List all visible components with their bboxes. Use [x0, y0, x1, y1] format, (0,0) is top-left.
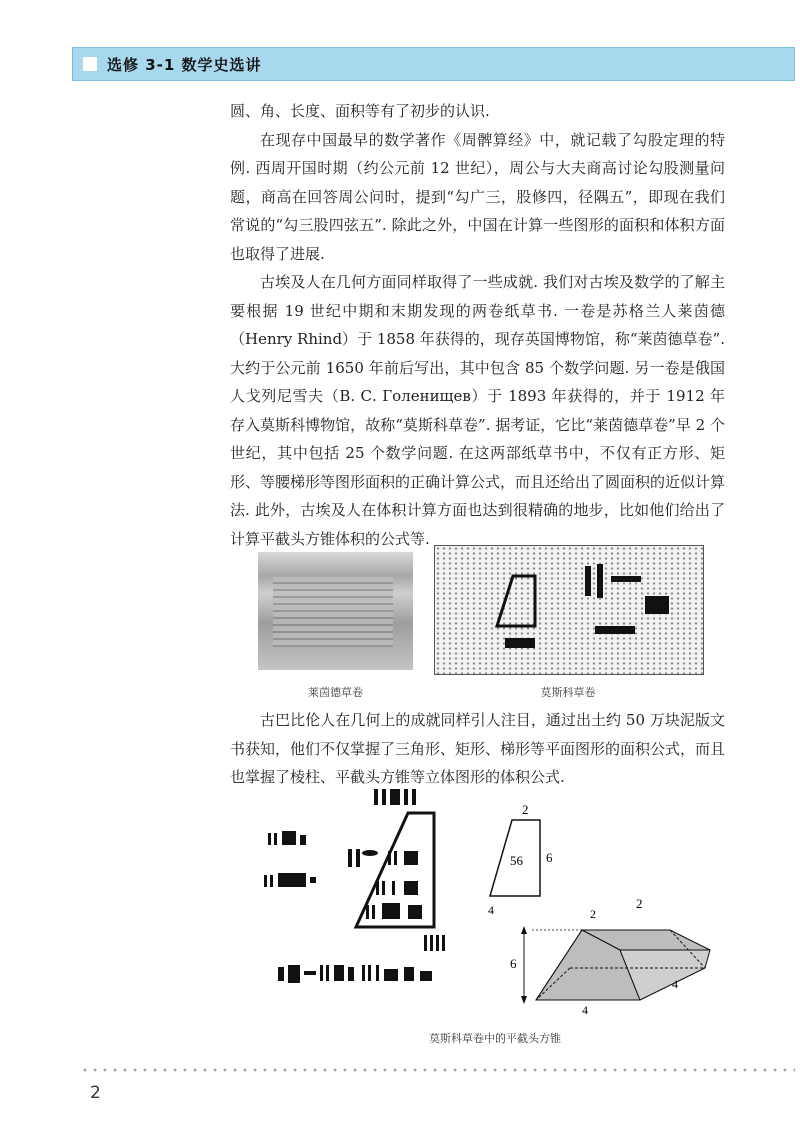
- caption-frustum: 莫斯科草卷中的平截头方锥: [429, 1032, 561, 1045]
- paragraph-0: 圆、角、长度、面积等有了初步的认识.: [230, 102, 490, 120]
- trap-bottom-label: 4: [488, 903, 494, 917]
- page-number: 2: [90, 1083, 101, 1103]
- trap-area-label: 56: [510, 853, 523, 868]
- frustum-diagram: [490, 790, 725, 1020]
- trap-top-label: 2: [522, 802, 529, 817]
- paragraph-2: 古埃及人在几何方面同样取得了一些成就. 我们对古埃及数学的了解主要根据 19 世纪中期和末期发现的两卷纸草书. 一卷是苏格兰人莱茵德（Henry Rhind）于 1858 年获得的，现存英国博物馆，称“莱茵德草卷”. 大约于公元前 1650 年前后写出，其中包含 85 个数学问题. 另一卷是俄国人戈列尼雪夫（В. С. Голенищев）于 1893 年获得的，并于 1912 年存入莫斯科博物馆，故称“莫斯科草卷”. 据考证，它比“莱茵德草卷”早 2 个世纪，其中包括 25 个数学问题. 在这两部纸草书中，不仅有正方形、矩形、等腰梯形等图形面积的正确计算公式，而且还给出了圆面积的近似计算法. 此外，古埃及人在体积计算方面也达到很精确的地步，比如他们给出了计算平截头方锥体积的公式等.: [230, 273, 726, 548]
- hieroglyphic-problem-image: [258, 785, 458, 1000]
- header-title: 选修 3-1 数学史选讲: [107, 56, 262, 74]
- trap-side-label: 6: [546, 850, 553, 865]
- rhind-papyrus-image: [258, 552, 413, 670]
- header-square-icon: [83, 57, 97, 71]
- caption-moscow: 莫斯科草卷: [540, 686, 596, 699]
- footer-dotted-rule: [80, 1068, 795, 1072]
- frustum-top-label-1: 2: [590, 907, 596, 921]
- moscow-papyrus-image: [434, 545, 704, 675]
- frustum-base-label-2: 4: [672, 977, 678, 991]
- frustum-top-label-2: 2: [636, 896, 643, 911]
- frustum-base-label-1: 4: [582, 1003, 588, 1017]
- paragraph-3: 古巴比伦人在几何上的成就同样引人注目，通过出土约 50 万块泥版文书获知，他们不仅掌握了三角形、矩形、梯形等平面图形的面积公式，而且也掌握了棱柱、平截头方锥等立体图形的体积公式.: [230, 711, 726, 786]
- paragraph-1: 在现存中国最早的数学著作《周髀算经》中，就记载了勾股定理的特例. 西周开国时期（约公元前 12 世纪），周公与大夫商高讨论勾股测量问题，商高在回答周公问时，提到“勾广三，股修四，径隅五”，即现在我们常说的“勾三股四弦五”. 除此之外，中国在计算一些图形的面积和体积方面也取得了进展.: [230, 130, 725, 263]
- chapter-header: [72, 47, 795, 81]
- body-text-top: [230, 97, 725, 553]
- frustum-height-label: 6: [510, 956, 517, 971]
- body-text-bottom: [230, 706, 725, 792]
- caption-rhind: 莱茵德草卷: [308, 686, 363, 699]
